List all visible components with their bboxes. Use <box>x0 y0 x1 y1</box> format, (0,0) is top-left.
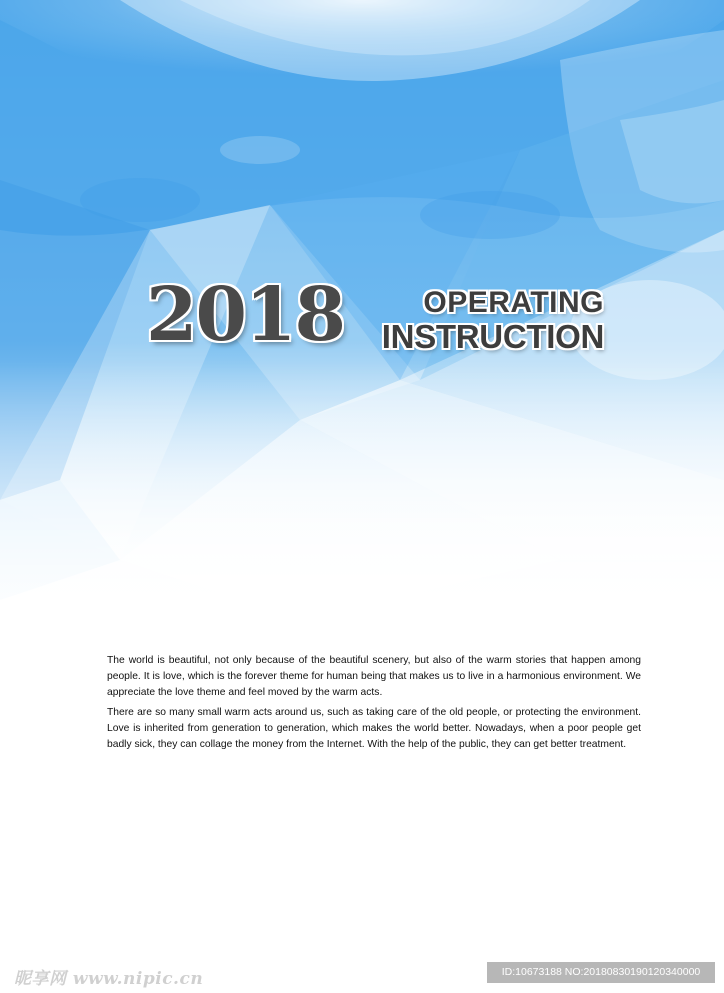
watermark-logo: 昵享网 www.nipic.cn <box>14 969 204 989</box>
image-id-bar: ID:10673188 NO:20180830190120340000 <box>487 962 715 983</box>
cover-title-line-1: OPERATING <box>423 286 604 319</box>
body-paragraph-1: The world is beautiful, not only because of the beautiful scenery, but also of the warm stories that happen among people. It is love, which is the forever theme for human being that makes us to live in a harmonious environment. We appreciate the love theme and feel moved by the warm acts. <box>107 655 641 698</box>
cover-title-line-2: INSTRUCTION <box>381 318 604 355</box>
cover-year: 2018 <box>146 272 344 358</box>
body-text <box>107 653 641 757</box>
body-paragraph-2: There are so many small warm acts around us, such as taking care of the old people, or protecting the environment. Love is inherited from generation to generation, which makes the world better. Nowadays, when a poor people get badly sick, they can collage the money from the Internet. With the help of the public, they can get better treatment. <box>107 707 641 750</box>
cover-title <box>382 288 604 353</box>
